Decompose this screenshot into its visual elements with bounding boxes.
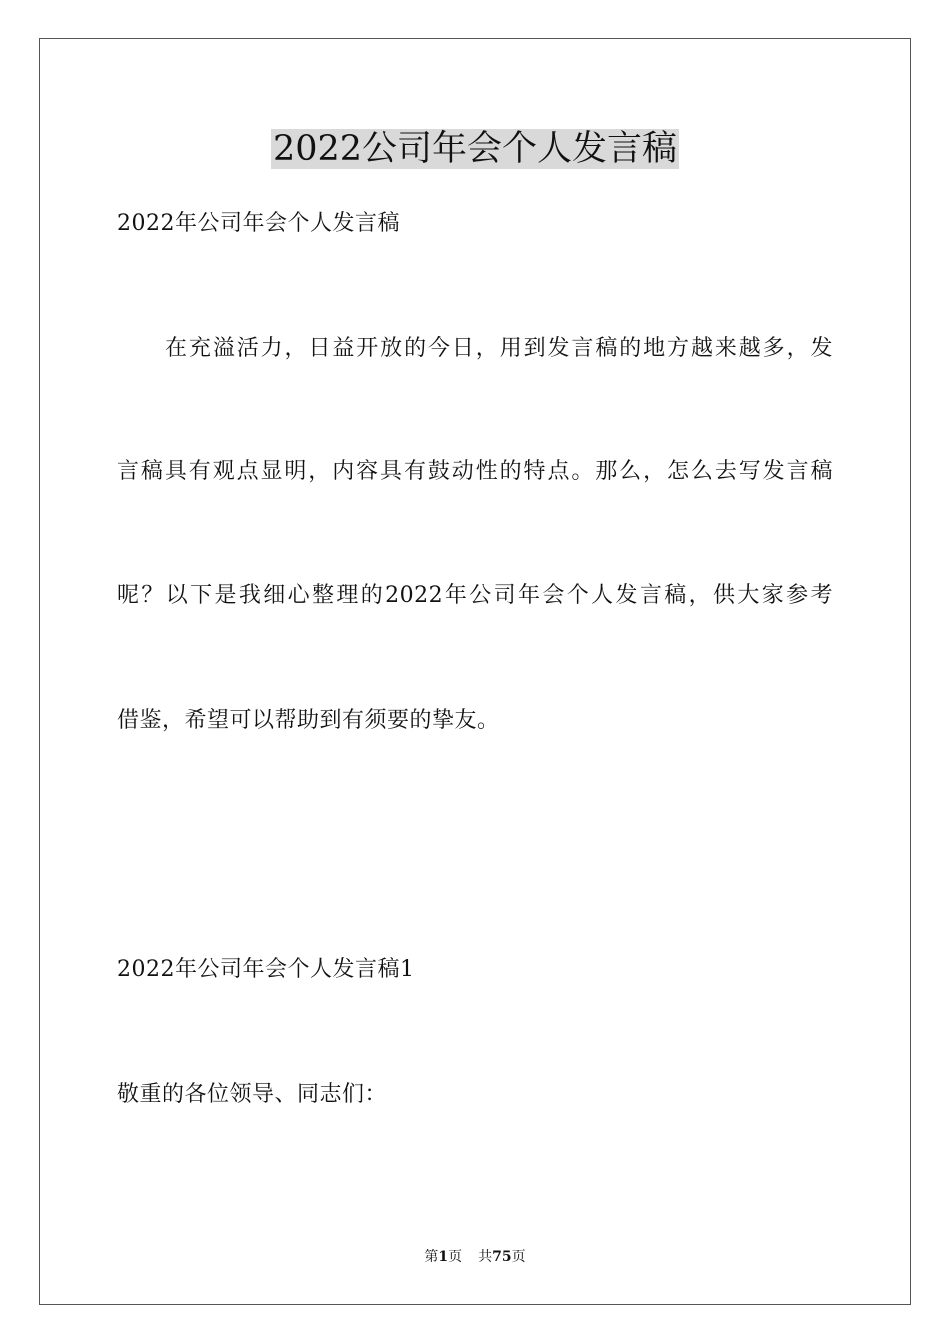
page-footer <box>0 1247 950 1267</box>
intro-line-1: 在充溢活力，日益开放的今日，用到发言稿的地方越来越多，发 <box>165 336 833 361</box>
document-title-text: 2022公司年会个人发言稿 <box>272 129 678 169</box>
footer-total-prefix: 共 <box>478 1249 493 1265</box>
footer-page-suffix: 页 <box>448 1249 463 1265</box>
section-heading: 2022年公司年会个人发言稿1 <box>117 957 415 982</box>
footer-total-pages: 75 <box>492 1249 512 1265</box>
footer-page-number: 1 <box>438 1249 449 1265</box>
intro-line-3: 呢？以下是我细心整理的2022年公司年会个人发言稿，供大家参考 <box>117 583 833 608</box>
intro-line-2: 言稿具有观点显明，内容具有鼓动性的特点。那么，怎么去写发言稿 <box>117 459 833 484</box>
document-title <box>0 126 950 172</box>
document-subtitle: 2022年公司年会个人发言稿 <box>117 211 400 236</box>
salutation: 敬重的各位领导、同志们： <box>117 1082 388 1107</box>
footer-total-suffix: 页 <box>511 1249 526 1265</box>
footer-page-prefix: 第 <box>424 1249 439 1265</box>
intro-line-4: 借鉴，希望可以帮助到有须要的挚友。 <box>117 708 500 733</box>
